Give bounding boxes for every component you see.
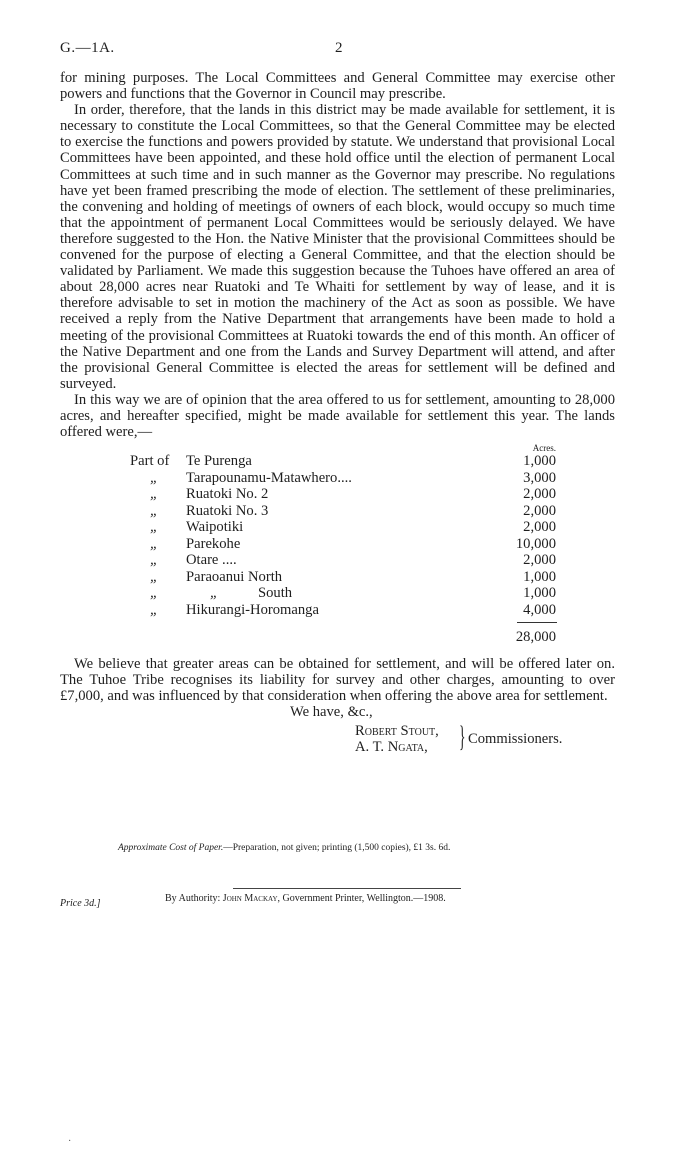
land-acres: 2,000 (523, 552, 556, 569)
ditto-mark: „ (150, 585, 159, 602)
cost-label: Approximate Cost of Paper. (118, 843, 224, 853)
lands-table-row (60, 453, 615, 470)
imprint-suffix: , Government Printer, Wellington.—1908. (277, 893, 446, 904)
brace-glyph: } (458, 719, 466, 753)
land-acres: 1,000 (523, 585, 556, 602)
lands-table (60, 443, 615, 646)
signature-block (60, 704, 615, 774)
document-reference: G.—1A. (60, 40, 115, 56)
price-note: Price 3d.] (60, 898, 101, 909)
report-body (60, 70, 615, 440)
land-acres: 4,000 (523, 601, 556, 618)
lands-table-row (60, 519, 615, 536)
paragraph: In this way we are of opinion that the area offered to us for settlement, amounting to 28,000 acres, and hereafter specified, might be made available for settlement this year. The lands offered were,— (60, 391, 615, 441)
signatory-name: A. T. Ngata, (355, 738, 428, 755)
page-number: 2 (335, 40, 343, 56)
printer-imprint (165, 893, 446, 904)
closing-section (60, 656, 615, 704)
ditto-mark: „ (150, 502, 159, 519)
signatory-role: Commissioners. (468, 730, 563, 747)
lands-table-row (60, 552, 615, 569)
land-name: Otare .... (186, 552, 237, 569)
lands-table-row (60, 569, 615, 586)
ditto-mark: „ (150, 469, 159, 486)
lands-table-row (60, 585, 615, 602)
land-name: South (258, 585, 293, 602)
imprint-prefix: By Authority: (165, 893, 221, 904)
land-acres: 2,000 (523, 502, 556, 519)
ditto-mark: „ (150, 601, 159, 618)
ditto-mark: „ (150, 519, 159, 536)
land-acres: 1,000 (523, 453, 556, 470)
stray-mark: · (68, 1136, 72, 1147)
land-name: Ruatoki No. 3 (186, 502, 269, 519)
land-acres: 2,000 (523, 519, 556, 536)
paragraph: for mining purposes. The Local Committees and General Committee may exercise other powers and functions that the Governor in Council may prescribe. (60, 70, 615, 103)
land-acres: 10,000 (515, 535, 556, 552)
document-page (60, 40, 615, 774)
land-name: Paraoanui North (186, 568, 283, 585)
land-name: Tarapounamu-Matawhero.... (186, 469, 352, 486)
ditto-mark: „ (210, 585, 219, 602)
closing-paragraph: We believe that greater areas can be obtained for settlement, and will be offered later on. The Tuhoe Tribe recognises its liability for survey and other charges, amounting to over £7,000, and was influenced by that consideration when offering the above area for settlement. (60, 655, 615, 704)
cost-text: —Preparation, not given; printing (1,500 copies), £1 3s. 6d. (223, 843, 451, 853)
ditto-mark: „ (150, 552, 159, 569)
land-name: Waipotiki (186, 519, 244, 536)
page-header (60, 40, 615, 70)
land-name: Hikurangi-Horomanga (186, 601, 319, 618)
land-name: Parekohe (186, 535, 241, 552)
land-acres: 3,000 (523, 469, 556, 486)
lands-table-row (60, 503, 615, 520)
land-name: Te Purenga (186, 453, 252, 470)
paragraph: In order, therefore, that the lands in this district may be made available for settlement, it is necessary to constitute the Local Committees, so that the General Committee may be elected to exercise the functions and powers provided by statute. We understand that provisional Local Committees have been appointed, and these hold office until the election of permanent Local Committees at such time and in such manner as the Governor may prescribe. No regulations have yet been framed prescribing the mode of election. The settlement of these preliminaries, the convening and holding of meetings of owners of each block, would occupy so much time that the appointment of permanent Local Committees would be seriously delayed. We have therefore suggested to the Hon. the Native Minister that the provisional Committees should be convened for the purpose of electing a General Committee, and that the election should be validated by Parliament. We made this suggestion because the Tuhoes have offered an area of about 28,000 acres near Ruatoki and Te Whaiti for settlement by way of lease, and it is therefore advisable to set in motion the machinery of the Act as soon as possible. We have received a reply from the Native Department that arrangements have been made to hold a meeting of the provisional Committees at Ruatoki towards the end of this month. An officer of the Native Department and one from the Lands and Survey Department will attend, and after the provisional General Committee is elected the areas for settlement will be defined and surveyed. (60, 102, 615, 392)
ditto-mark: „ (150, 486, 159, 503)
signatory-name: Robert Stout, (355, 722, 439, 739)
printer-name: John Mackay (222, 893, 278, 904)
footer-rule (233, 888, 461, 889)
lands-table-row (60, 486, 615, 503)
ditto-mark: „ (150, 568, 159, 585)
lands-table-rows (60, 453, 615, 618)
total-rule (517, 622, 557, 623)
acres-column-header: Acres. (532, 443, 556, 454)
ditto-mark: „ (150, 535, 159, 552)
land-name: Ruatoki No. 2 (186, 486, 269, 503)
row-prefix: Part of (130, 453, 170, 470)
land-acres: 1,000 (523, 568, 556, 585)
lands-total: 28,000 (515, 629, 556, 646)
lands-table-row (60, 536, 615, 553)
land-acres: 2,000 (523, 486, 556, 503)
lands-table-row (60, 602, 615, 619)
lands-table-row (60, 470, 615, 487)
cost-note (118, 843, 450, 853)
salutation: We have, &c., (290, 703, 373, 720)
